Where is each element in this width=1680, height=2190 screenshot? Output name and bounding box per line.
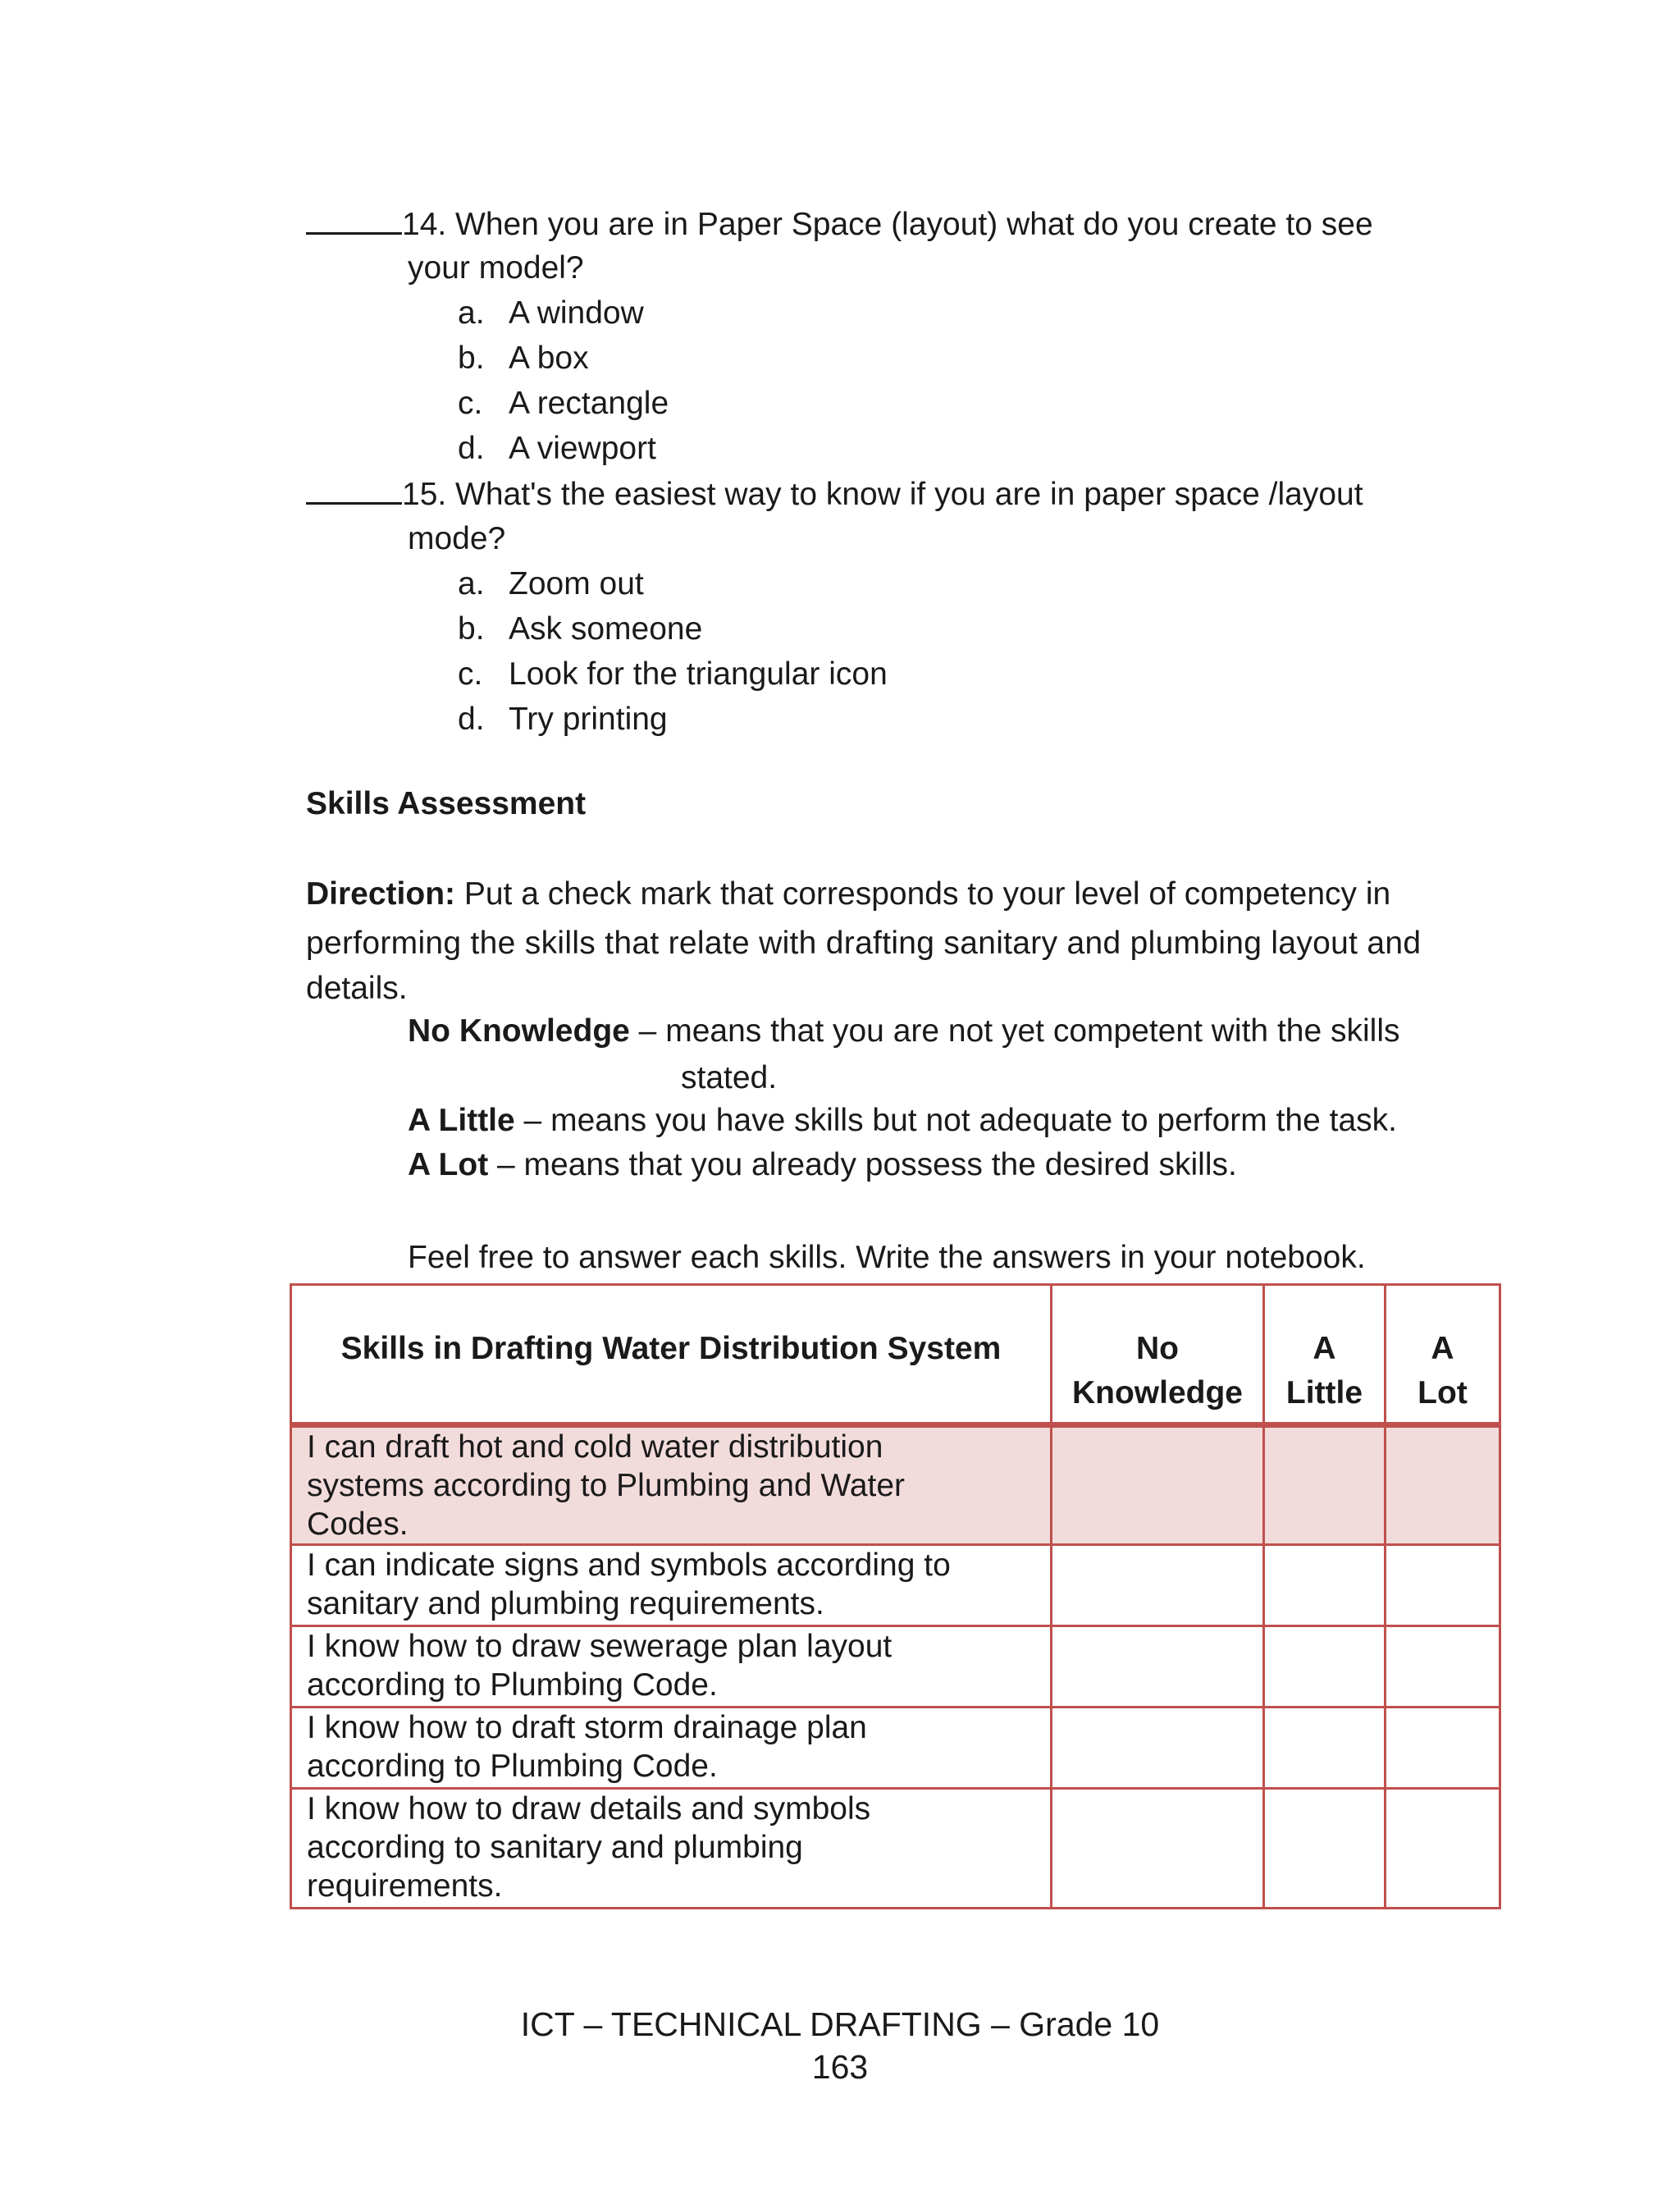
question-text: 14. When you are in Paper Space (layout) what do you create to see xyxy=(402,207,1373,242)
question-continuation: mode? xyxy=(408,521,506,556)
question-14 xyxy=(306,204,1373,245)
table-row xyxy=(291,1708,1500,1789)
option: a. Zoom out xyxy=(458,566,644,601)
check-cell-a-little[interactable] xyxy=(1264,1708,1386,1789)
check-cell-a-little[interactable] xyxy=(1264,1626,1386,1708)
page-number: 163 xyxy=(811,2048,869,2086)
direction-line: details. xyxy=(306,971,408,1006)
legend-a-little: A Little – means you have skills but not adequate to perform the task. xyxy=(408,1103,1397,1138)
legend-no-knowledge: No Knowledge – means that you are not yet competent with the skills xyxy=(408,1013,1400,1049)
check-cell-a-little[interactable] xyxy=(1264,1789,1386,1909)
skill-cell: I can indicate signs and symbols according to sanitary and plumbing requirements. xyxy=(291,1545,1052,1626)
check-cell-a-lot[interactable] xyxy=(1386,1626,1500,1708)
legend-continuation: stated. xyxy=(681,1060,778,1095)
skill-cell: I can draft hot and cold water distribution systems according to Plumbing and Water Codes. xyxy=(291,1425,1052,1545)
option: d. Try printing xyxy=(458,702,668,737)
check-cell-a-little[interactable] xyxy=(1264,1425,1386,1545)
table-row xyxy=(291,1545,1500,1626)
check-cell-no-knowledge[interactable] xyxy=(1052,1425,1264,1545)
header-no-knowledge: No Knowledge xyxy=(1052,1285,1264,1425)
instruction: Feel free to answer each skills. Write the answers in your notebook. xyxy=(408,1240,1366,1275)
skill-cell: I know how to draw details and symbols according to sanitary and plumbing requirements. xyxy=(291,1789,1052,1909)
header-a-lot: A Lot xyxy=(1386,1285,1500,1425)
option: d. A viewport xyxy=(458,431,656,466)
check-cell-no-knowledge[interactable] xyxy=(1052,1545,1264,1626)
direction-line: performing the skills that relate with drafting sanitary and plumbing layout and xyxy=(306,926,1422,961)
table-row xyxy=(291,1626,1500,1708)
table-row xyxy=(291,1425,1500,1545)
skills-table xyxy=(290,1283,1501,1909)
header-skill: Skills in Drafting Water Distribution System xyxy=(291,1285,1052,1425)
table-row xyxy=(291,1789,1500,1909)
check-cell-a-lot[interactable] xyxy=(1386,1708,1500,1789)
check-cell-a-little[interactable] xyxy=(1264,1545,1386,1626)
option: b. Ask someone xyxy=(458,611,703,647)
option: b. A box xyxy=(458,341,589,376)
question-continuation: your model? xyxy=(408,250,584,286)
check-cell-no-knowledge[interactable] xyxy=(1052,1708,1264,1789)
answer-blank[interactable] xyxy=(306,204,402,235)
section-heading: Skills Assessment xyxy=(306,786,587,821)
check-cell-a-lot[interactable] xyxy=(1386,1425,1500,1545)
question-15 xyxy=(306,474,1363,514)
option: a. A window xyxy=(458,295,644,331)
skill-cell: I know how to draw sewerage plan layout according to Plumbing Code. xyxy=(291,1626,1052,1708)
question-text: 15. What's the easiest way to know if you are in paper space /layout xyxy=(402,477,1363,512)
footer-title: ICT – TECHNICAL DRAFTING – Grade 10 xyxy=(520,2005,1160,2043)
check-cell-a-lot[interactable] xyxy=(1386,1545,1500,1626)
check-cell-no-knowledge[interactable] xyxy=(1052,1789,1264,1909)
check-cell-no-knowledge[interactable] xyxy=(1052,1626,1264,1708)
legend-a-lot: A Lot – means that you already possess the desired skills. xyxy=(408,1147,1237,1182)
skill-cell: I know how to draft storm drainage plan according to Plumbing Code. xyxy=(291,1708,1052,1789)
check-cell-a-lot[interactable] xyxy=(1386,1789,1500,1909)
answer-blank[interactable] xyxy=(306,474,402,505)
option: c. Look for the triangular icon xyxy=(458,656,888,692)
option: c. A rectangle xyxy=(458,386,669,421)
table-header-row xyxy=(291,1285,1500,1425)
header-a-little: A Little xyxy=(1264,1285,1386,1425)
direction-line: Direction: Put a check mark that corresponds to your level of competency in xyxy=(306,876,1391,912)
